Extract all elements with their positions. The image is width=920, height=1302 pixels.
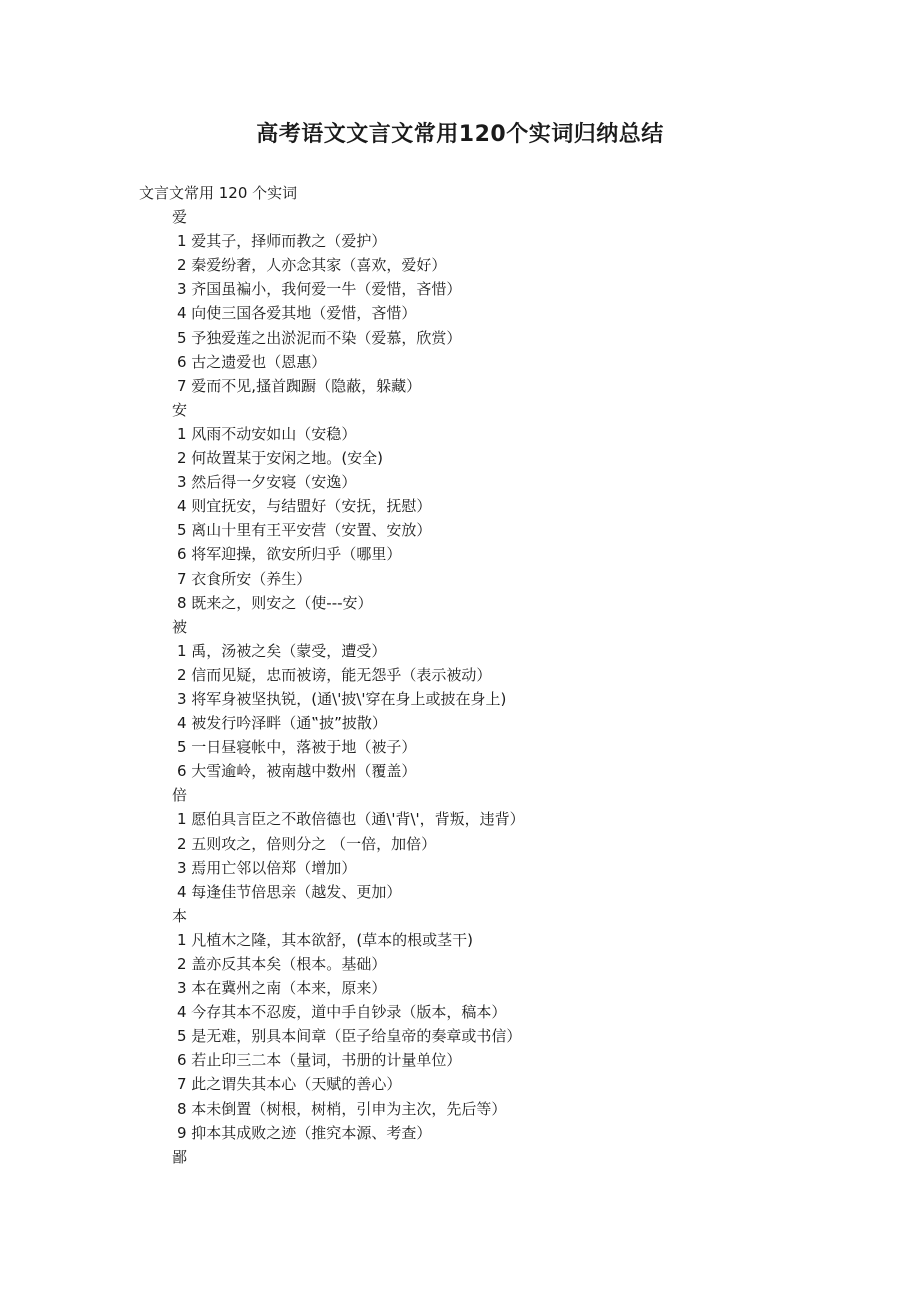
definition-item: 3 将军身被坚执锐，(通\'披\'穿在身上或披在身上) <box>177 689 507 708</box>
definition-item: 5 予独爱莲之出淤泥而不染（爱慕，欣赏） <box>177 328 462 347</box>
definition-item: 2 五则攻之，倍则分之 （一倍，加倍） <box>177 834 437 853</box>
definition-item: 3 本在冀州之南（本来，原来） <box>177 979 387 998</box>
definition-item: 7 此之谓失其本心（天赋的善心） <box>177 1075 402 1094</box>
definition-item: 1 禹，汤被之矣（蒙受，遭受） <box>177 641 387 660</box>
definition-item: 2 信而见疑，忠而被谤，能无怨乎（表示被动） <box>177 665 492 684</box>
definition-item: 4 被发行吟泽畔（通‟披”披散） <box>177 714 387 733</box>
definition-item: 6 大雪逾岭，被南越中数州（覆盖） <box>177 762 417 781</box>
definition-item: 1 风雨不动安如山（安稳） <box>177 424 357 443</box>
definition-item: 8 既来之，则安之（使---安） <box>177 593 373 612</box>
word-heading: 鄙 <box>172 1147 188 1166</box>
definition-item: 7 衣食所安（养生） <box>177 569 312 588</box>
definition-item: 7 爱而不见,搔首踟蹰（隐蔽，躲藏） <box>177 376 422 395</box>
definition-item: 3 然后得一夕安寝（安逸） <box>177 473 357 492</box>
definition-item: 4 则宜抚安，与结盟好（安抚，抚慰） <box>177 497 432 516</box>
document-body <box>0 181 920 1169</box>
definition-item: 1 爱其子，择师而教之（爱护） <box>177 232 387 251</box>
definition-item: 6 将军迎操，欲安所归乎（哪里） <box>177 545 402 564</box>
word-heading: 被 <box>172 617 188 636</box>
document-title: 高考语文文言文常用120个实词归纳总结 <box>256 122 664 147</box>
definition-item: 1 凡植木之隆，其本欲舒，(草本的根或茎干) <box>177 930 474 949</box>
definition-item: 8 本未倒置（树根，树梢，引申为主次，先后等） <box>177 1099 507 1118</box>
definition-item: 4 今存其本不忍废，道中手自钞录（版本，稿本） <box>177 1003 507 1022</box>
definition-item: 1 愿伯具言臣之不敢倍德也（通\'背\'，背叛，违背） <box>177 810 525 829</box>
definition-item: 2 盖亦反其本矣（根本。基础） <box>177 955 387 973</box>
definition-item: 4 每逢佳节倍思亲（越发、更加） <box>177 882 402 901</box>
definition-item: 3 焉用亡邻以倍郑（增加） <box>177 858 357 877</box>
word-heading: 爱 <box>172 208 188 227</box>
word-heading: 安 <box>172 400 188 419</box>
definition-item: 6 若止印三二本（量词，书册的计量单位） <box>177 1051 462 1070</box>
definition-item: 9 抑本其成败之迹（推究本源、考查） <box>177 1123 432 1142</box>
definition-item: 2 秦爱纷奢，人亦念其家（喜欢，爱好） <box>177 256 447 275</box>
definition-item: 5 离山十里有王平安营（安置、安放） <box>177 521 432 540</box>
definition-item: 3 齐国虽褊小，我何爱一牛（爱惜，吝惜） <box>177 280 462 299</box>
definition-item: 5 一日昼寝帐中，落被于地（被子） <box>177 738 417 757</box>
definition-item: 5 是无难，别具本间章（臣子给皇帝的奏章或书信） <box>177 1027 522 1046</box>
word-heading: 本 <box>172 906 188 925</box>
word-heading: 倍 <box>172 786 188 805</box>
section-subtitle: 文言文常用 120 个实词 <box>139 184 298 202</box>
definition-item: 6 古之遗爱也（恩惠） <box>177 352 327 371</box>
definition-item: 2 何故置某于安闲之地。(安全) <box>177 449 384 468</box>
definition-item: 4 向使三国各爱其地（爱惜，吝惜） <box>177 304 417 323</box>
